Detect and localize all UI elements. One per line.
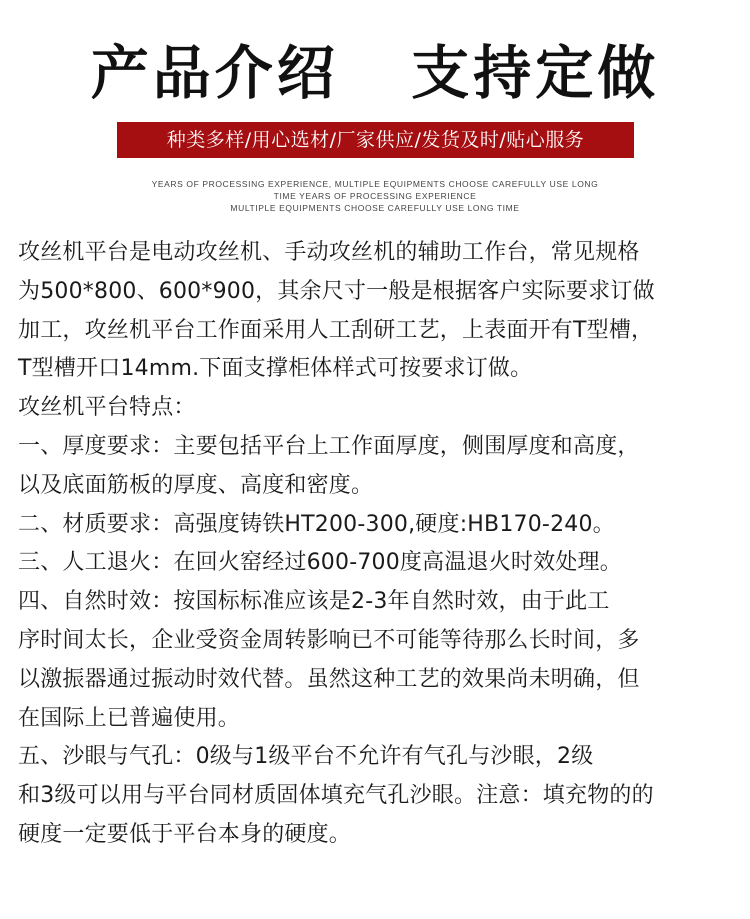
feature-thickness-cont: 以及底面筋板的厚度、高度和密度。 — [18, 472, 374, 498]
description-line: 加工，攻丝机平台工作面采用人工刮研工艺，上表面开有T型槽， — [18, 317, 654, 343]
feature-thickness: 一、厚度要求：主要包括平台上工作面厚度，侧围厚度和高度， — [18, 433, 640, 459]
feature-natural-aging-cont: 在国际上已普遍使用。 — [18, 705, 241, 731]
page-title: 产品介绍 支持定做 — [90, 39, 660, 107]
description-line: T型槽开口14mm.下面支撑柜体样式可按要求订做。 — [18, 356, 533, 382]
feature-annealing: 三、人工退火：在回火窑经过600-700度高温退火时效处理。 — [18, 550, 622, 576]
description-line: 攻丝机平台是电动攻丝机、手动攻丝机的辅助工作台，常见规格 — [18, 240, 640, 265]
english-subtitle-line-1: YEARS OF PROCESSING EXPERIENCE, MULTIPLE EQUIPMENTS CHOOSE CAREFULLY USE LONG — [151, 179, 599, 189]
description-line: 为500*800、600*900，其余尺寸一般是根据客户实际要求订做 — [18, 278, 655, 304]
feature-sand-holes: 五、沙眼与气孔：0级与1级平台不允许有气孔与沙眼，2级 — [18, 744, 594, 770]
feature-natural-aging: 四、自然时效：按国标标准应该是2-3年自然时效，由于此工 — [18, 589, 610, 615]
feature-natural-aging-cont: 以激振器通过振动时效代替。虽然这种工艺的效果尚未明确，但 — [18, 666, 640, 692]
english-subtitle-line-2: TIME YEARS OF PROCESSING EXPERIENCE — [273, 191, 477, 201]
feature-natural-aging-cont: 序时间太长，企业受资金周转影响已不可能等待那么长时间，多 — [18, 627, 640, 653]
features-heading: 攻丝机平台特点： — [18, 395, 196, 421]
feature-material: 二、材质要求：高强度铸铁HT200-300,硬度:HB170-240。 — [18, 511, 615, 537]
feature-sand-holes-cont: 和3级可以用与平台同材质固体填充气孔沙眼。注意：填充物的的 — [18, 783, 654, 809]
feature-sand-holes-cont: 硬度一定要低于平台本身的硬度。 — [18, 821, 352, 847]
feature-banner: 种类多样/用心选材/厂家供应/发货及时/贴心服务 — [117, 122, 634, 158]
product-description — [18, 234, 738, 855]
english-subtitle-line-3: MULTIPLE EQUIPMENTS CHOOSE CAREFULLY USE LONG TIME — [230, 203, 520, 213]
